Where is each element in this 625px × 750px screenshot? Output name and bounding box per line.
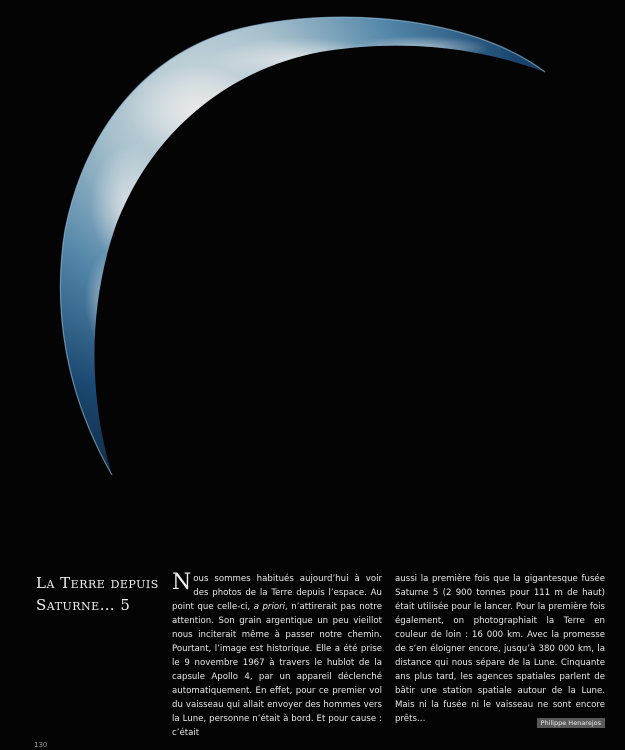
photo-credit: Philippe Henarejos — [537, 718, 605, 728]
body-text-part-2: , n’attirerait pas notre attention. Son grain argentique un peu vieillot nous inciterait même à passer notre chemin. Pourtant, l’image est historique. Elle a été prise le 9 novembre 1967 à travers le hublot de la capsule Apollo 4, par un appareil déclenché automatiquement. En effet, pour ce premier vol du vaisseau qui allait envoyer des hommes vers la Lune, personne n’était à bord. Et pour cause : c’était — [172, 602, 382, 738]
page-number: 130 — [34, 741, 48, 749]
body-text-part-1: ous sommes habitués aujourd’hui à voir des photos de la Terre depuis l’espace. Au point que celle-ci, — [172, 574, 382, 612]
drop-cap: N — [172, 570, 192, 595]
body-column-1 — [172, 572, 382, 740]
body-italic-phrase: a priori — [253, 602, 286, 612]
body-column-2: aussi la première fois que la gigantesque fusée Saturne 5 (2 900 tonnes pour 111 m de haut) était utilisée pour le lancer. Pour la première fois également, on photographiait la Terre en couleur de loin : 16 000 km. Avec la promesse de s’en éloigner encore, jusqu’à 380 000 km, la distance qui nous sépare de la Lune. Cinquante ans plus tard, les agences spatiales parlent de bâtir une station spatiale autour de la Lune. Mais ni la fusée ni le vaisseau ne sont encore prêts… — [395, 574, 605, 724]
article-title: La Terre depuis Saturne… 5 — [36, 574, 159, 614]
